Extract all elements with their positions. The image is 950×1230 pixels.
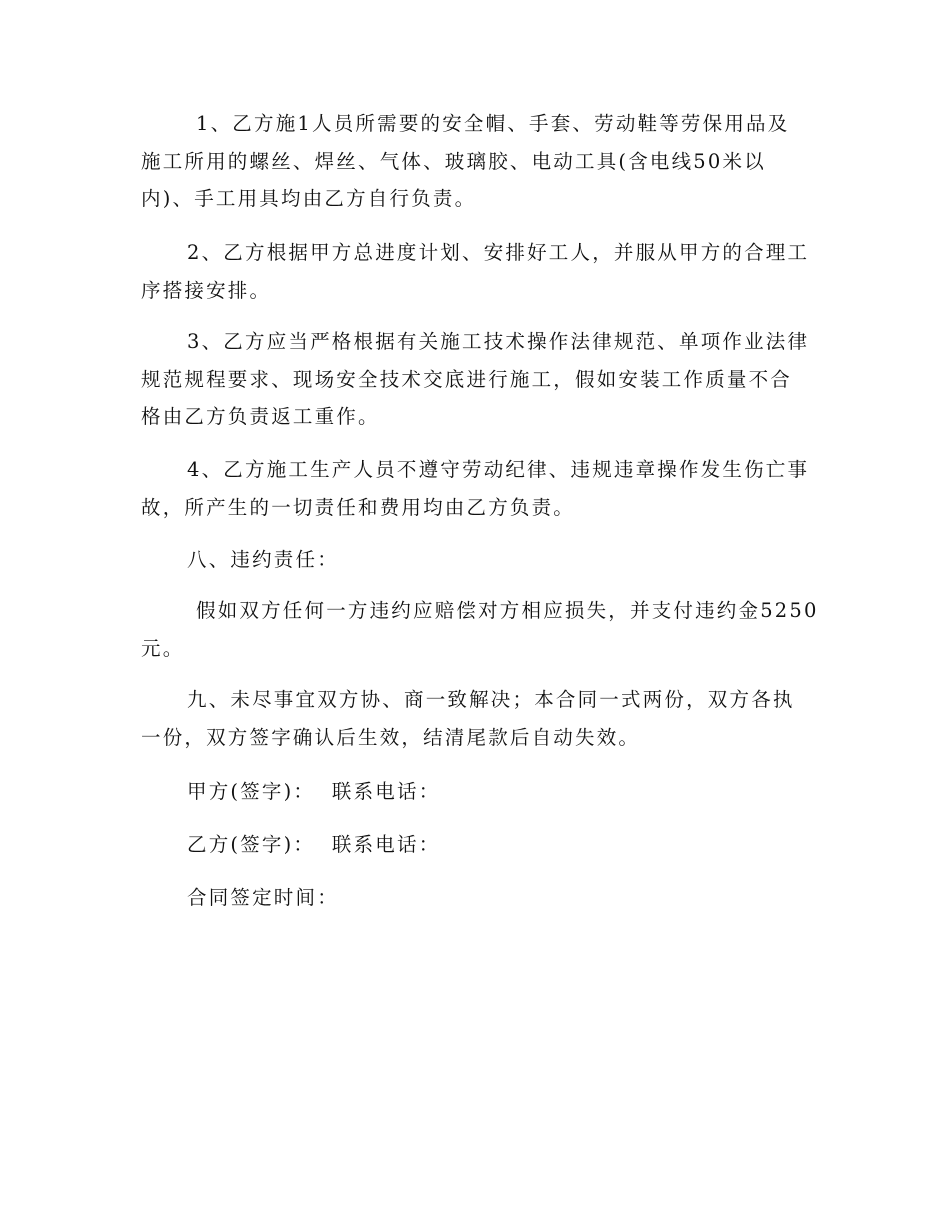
party-b-signature: 乙方(签字)： 联系电话：	[187, 833, 441, 856]
penalty-line-1: 假如双方任何一方违约应赔偿对方相应损失，并支付违约金5250	[196, 599, 819, 622]
clause-1	[141, 105, 811, 218]
clause-2	[141, 234, 811, 309]
clause-4-line-1: 4、乙方施工生产人员不遵守劳动纪律、违规违章操作发生伤亡事	[187, 458, 810, 481]
penalty-clause	[141, 592, 819, 667]
section-eight-heading: 八、违约责任：	[187, 548, 339, 571]
clause-1-line-2: 施工所用的螺丝、焊丝、气体、玻璃胶、电动工具(含电线50米以	[141, 149, 766, 173]
section-nine-line-1: 九、未尽事宜双方协、商一致解决；本合同一式两份，双方各执	[187, 688, 795, 711]
clause-3-line-2: 规范规程要求、现场安全技术交底进行施工，假如安装工作质量不合	[141, 367, 793, 391]
section-nine	[141, 681, 811, 756]
clause-1-line-1: 1、乙方施1人员所需要的安全帽、手套、劳动鞋等劳保用品及	[196, 112, 790, 135]
contract-signing-date: 合同签定时间：	[187, 886, 339, 909]
penalty-line-2: 元。	[141, 636, 185, 660]
clause-3-line-1: 3、乙方应当严格根据有关施工技术操作法律规范、单项作业法律	[187, 330, 810, 353]
party-a-signature: 甲方(签字)： 联系电话：	[187, 780, 441, 803]
clause-3	[141, 323, 811, 436]
clause-4-line-2: 故，所产生的一切责任和费用均由乙方负责。	[141, 495, 576, 519]
section-nine-line-2: 一份，双方签字确认后生效，结清尾款后自动失效。	[141, 725, 641, 749]
clause-2-line-2: 序搭接安排。	[141, 278, 272, 302]
clause-1-line-3: 内)、手工用具均由乙方自行负责。	[141, 187, 477, 210]
clause-3-line-3: 格由乙方负责返工重作。	[141, 405, 380, 428]
clause-4	[141, 451, 811, 526]
clause-2-line-1: 2、乙方根据甲方总进度计划、安排好工人，并服从甲方的合理工	[187, 241, 810, 264]
